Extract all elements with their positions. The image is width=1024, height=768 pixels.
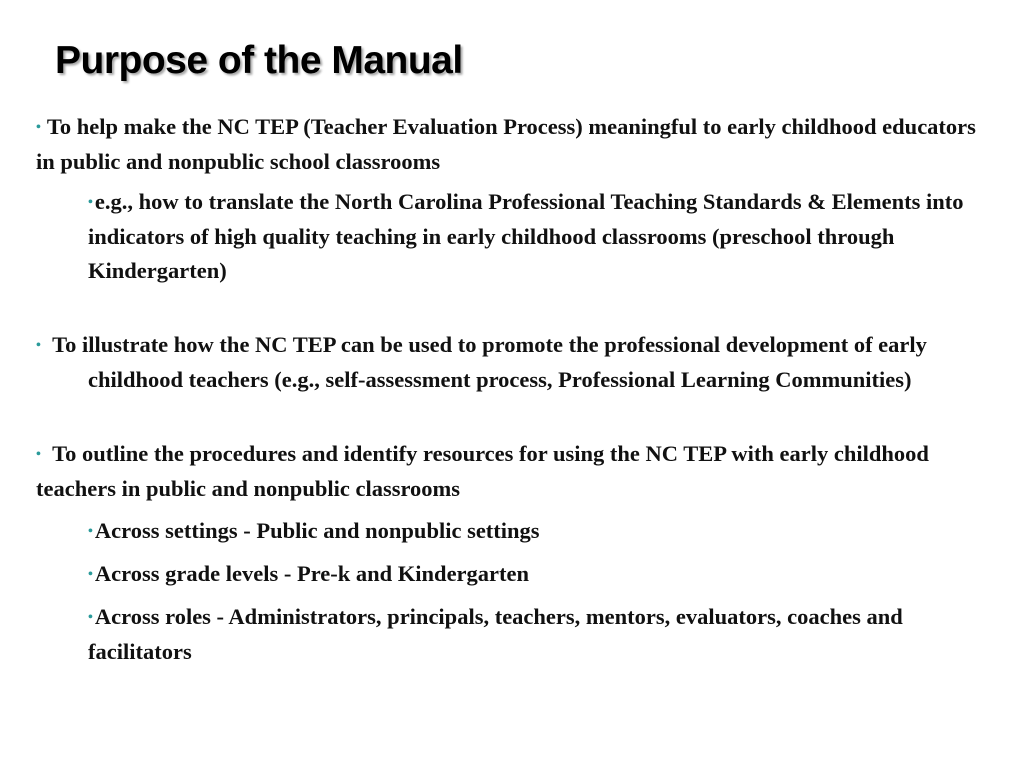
bullet-item-purpose-1 xyxy=(36,110,996,179)
bullet-text: To outline the procedures and identify resources for using the NC TEP with early childhood teachers in public and nonpublic classrooms xyxy=(36,441,929,501)
slide-title: Purpose of the Manual xyxy=(55,39,463,82)
sub-bullet-item-grade-levels xyxy=(88,557,996,592)
sub-bullet-item-settings xyxy=(88,514,996,549)
slide-body xyxy=(36,110,996,669)
bullet-text: To illustrate how the NC TEP can be used to promote the professional development of early childhood teachers (e.g., self-assessment process, Professional Learning Communities) xyxy=(52,332,927,392)
bullet-icon: • xyxy=(88,567,93,582)
bullet-icon: • xyxy=(88,610,93,625)
sub-bullet-item-example xyxy=(88,185,996,288)
bullet-item-purpose-2 xyxy=(36,328,996,397)
bullet-icon: • xyxy=(88,195,93,210)
bullet-text: To help make the NC TEP (Teacher Evaluation Process) meaningful to early childhood educators in public and nonpublic school classrooms xyxy=(36,114,976,174)
sub-bullet-item-roles xyxy=(88,600,996,669)
bullet-text: Across settings - Public and nonpublic settings xyxy=(94,518,540,543)
bullet-item-purpose-3 xyxy=(36,437,996,506)
bullet-icon: • xyxy=(36,120,41,135)
bullet-icon: • xyxy=(88,524,93,539)
bullet-icon: • xyxy=(36,447,41,462)
bullet-text: Across grade levels - Pre-k and Kindergarten xyxy=(94,561,530,586)
bullet-icon: • xyxy=(36,338,41,353)
bullet-text: e.g., how to translate the North Carolina Professional Teaching Standards & Elements into indicators of high quality teaching in early childhood classrooms (preschool through Kindergarten) xyxy=(88,189,964,283)
bullet-text: Across roles - Administrators, principals, teachers, mentors, evaluators, coaches and facilitators xyxy=(88,604,903,664)
